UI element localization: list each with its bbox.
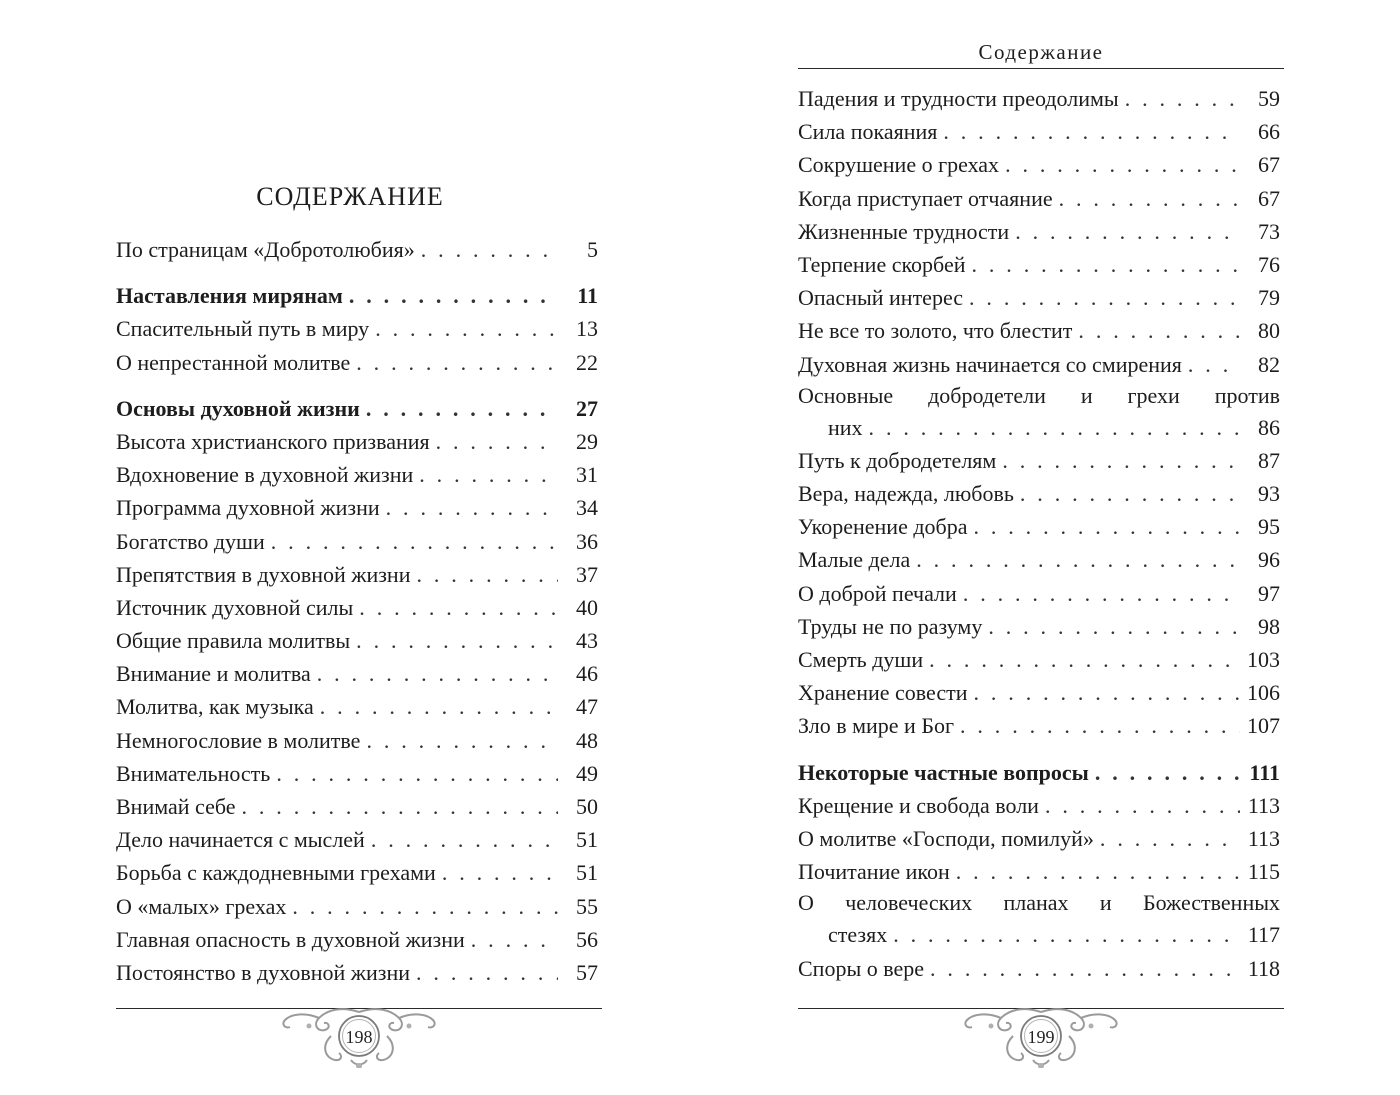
toc-entry-title: Малые дела xyxy=(798,547,911,573)
leader-dots xyxy=(1100,822,1240,855)
leader-dots xyxy=(1002,444,1240,477)
leader-dots xyxy=(471,923,558,956)
toc-entry-title: Зло в мире и Бог xyxy=(798,713,954,739)
toc-section-title: Наставления мирянам xyxy=(116,283,343,309)
toc-entry-title: Спасительный путь в миру xyxy=(116,316,370,342)
leader-dots xyxy=(1059,182,1240,215)
toc-section[interactable] xyxy=(798,756,1284,789)
toc-entry[interactable] xyxy=(116,757,602,790)
leader-dots xyxy=(276,757,558,790)
toc-entry-title: Жизненные трудности xyxy=(798,218,1010,244)
toc-entry-page: 57 xyxy=(576,959,598,985)
toc-entry-page: 48 xyxy=(576,727,598,753)
toc-entry-title: Немногословие в молитве xyxy=(116,727,361,753)
toc-entry-title: Главная опасность в духовной жизни xyxy=(116,926,465,952)
toc-entry[interactable] xyxy=(116,525,602,558)
toc-entry-title: Сокрушение о грехах xyxy=(798,152,1000,178)
toc-section-page: 27 xyxy=(576,395,598,421)
toc-entry-page: 118 xyxy=(1247,955,1280,981)
leader-dots xyxy=(956,855,1240,888)
leader-dots xyxy=(436,425,558,458)
toc-entry-title: Духовная жизнь начинается со смирения xyxy=(798,351,1182,377)
toc-entry[interactable] xyxy=(116,890,602,923)
toc-entry-title: Падения и трудности преодолимы xyxy=(798,86,1119,111)
leader-dots xyxy=(929,643,1240,676)
toc-entry-page: 47 xyxy=(576,694,598,720)
toc-entry[interactable] xyxy=(798,676,1284,709)
toc-entry-page: 49 xyxy=(576,760,598,786)
toc-entry[interactable] xyxy=(798,952,1284,985)
page-number: 199 xyxy=(1027,1027,1055,1047)
toc-entry-multiline[interactable] xyxy=(798,381,1284,444)
toc-entry-page: 115 xyxy=(1247,859,1280,885)
toc-entry-page: 37 xyxy=(576,561,598,587)
toc-entry-title: Внимательность xyxy=(116,760,271,786)
toc-entry-page: 95 xyxy=(1258,514,1280,540)
leader-dots xyxy=(317,657,558,690)
toc-entry-page: 103 xyxy=(1247,647,1280,672)
leader-dots xyxy=(893,918,1240,951)
toc-entry[interactable] xyxy=(798,115,1284,148)
toc-section-title: Некоторые частные вопросы xyxy=(798,759,1089,785)
running-head: Содержание xyxy=(978,40,1104,64)
toc-entry-page: 80 xyxy=(1258,318,1280,344)
toc-entry-title: Крещение и свобода воли xyxy=(798,792,1039,818)
toc-entry-page: 93 xyxy=(1258,481,1280,507)
leader-dots xyxy=(916,543,1240,576)
toc-entry[interactable] xyxy=(798,477,1284,510)
leader-dots xyxy=(943,115,1240,148)
toc-entry-title: Программа духовной жизни xyxy=(116,495,380,521)
leader-dots xyxy=(974,676,1241,709)
page-number: 198 xyxy=(345,1027,373,1047)
toc-entry[interactable] xyxy=(116,624,602,657)
toc-entry-page: 56 xyxy=(576,926,598,952)
toc-entry-page: 55 xyxy=(576,893,598,919)
leader-dots xyxy=(292,890,558,923)
toc-entry-page: 106 xyxy=(1247,680,1280,706)
toc-entry-page: 73 xyxy=(1258,218,1280,244)
toc-entry[interactable] xyxy=(116,312,602,345)
leader-dots xyxy=(356,624,558,657)
toc-entry-page: 67 xyxy=(1258,185,1280,211)
toc-entry-page: 59 xyxy=(1258,86,1280,111)
toc-entry-title: Общие правила молитвы xyxy=(116,628,351,654)
toc-entry-title: Внимай себе xyxy=(116,794,236,819)
leader-dots xyxy=(1095,756,1240,789)
leader-dots xyxy=(1015,215,1240,248)
toc-entry[interactable] xyxy=(798,543,1284,576)
toc-entry-page: 29 xyxy=(576,428,598,454)
toc-entry-title: По страницам «Добротолюбия» xyxy=(116,237,415,262)
toc-entry[interactable] xyxy=(116,790,602,823)
toc-entry-page: 98 xyxy=(1258,613,1280,639)
toc-entry-page: 67 xyxy=(1258,152,1280,178)
toc-entry-page: 46 xyxy=(576,661,598,687)
toc-entry-page: 107 xyxy=(1247,713,1280,739)
toc-entry-title-line2: стезях xyxy=(828,922,888,948)
toc-entry-title: Смерть души xyxy=(798,647,924,672)
toc-entry-page: 22 xyxy=(576,349,598,375)
toc-entry[interactable] xyxy=(116,923,602,956)
toc-entry-page: 5 xyxy=(587,237,598,262)
toc-entry[interactable] xyxy=(116,425,602,458)
toc-entry-page: 97 xyxy=(1258,580,1280,606)
toc-entry[interactable] xyxy=(798,444,1284,477)
toc-entry-page: 87 xyxy=(1258,447,1280,473)
leader-dots xyxy=(359,591,558,624)
toc-entry[interactable] xyxy=(116,591,602,624)
leader-dots xyxy=(973,510,1240,543)
toc-entry[interactable] xyxy=(116,233,602,266)
toc-entry-title: Вера, надежда, любовь xyxy=(798,481,1014,507)
toc-list-right xyxy=(798,82,1284,985)
leader-dots xyxy=(930,952,1240,985)
toc-entry-title: Почитание икон xyxy=(798,859,950,885)
leader-dots xyxy=(416,956,558,989)
toc-entry-page: 50 xyxy=(576,794,598,819)
toc-entry[interactable] xyxy=(798,281,1284,314)
toc-entry-title: Опасный интерес xyxy=(798,285,964,311)
toc-section[interactable] xyxy=(116,392,602,425)
toc-entry-title: Труды не по разуму xyxy=(798,613,983,639)
toc-section[interactable] xyxy=(116,279,602,312)
leader-dots xyxy=(1125,82,1240,115)
toc-entry-page: 96 xyxy=(1258,547,1280,573)
toc-entry-title: Богатство души xyxy=(116,528,265,554)
toc-entry-title: Внимание и молитва xyxy=(116,661,311,687)
toc-entry[interactable] xyxy=(798,822,1284,855)
toc-entry-page: 51 xyxy=(576,827,598,853)
toc-entry[interactable] xyxy=(116,690,602,723)
toc-entry[interactable] xyxy=(116,491,602,524)
toc-entry[interactable] xyxy=(798,709,1284,742)
toc-entry[interactable] xyxy=(116,458,602,491)
leader-dots xyxy=(349,279,558,312)
toc-heading: СОДЕРЖАНИЕ xyxy=(256,182,444,211)
toc-entry[interactable] xyxy=(798,577,1284,610)
toc-entry-page: 86 xyxy=(1258,414,1280,440)
toc-entry[interactable] xyxy=(798,148,1284,181)
toc-entry-page: 66 xyxy=(1258,119,1280,145)
toc-entry[interactable] xyxy=(798,348,1284,381)
leader-dots xyxy=(366,724,558,757)
leader-dots xyxy=(963,577,1240,610)
leader-dots xyxy=(972,248,1241,281)
toc-entry-title: Дело начинается с мыслей xyxy=(116,827,365,853)
toc-entry-title: Препятствия в духовной жизни xyxy=(116,561,411,587)
toc-entry-page: 51 xyxy=(576,860,598,886)
toc-entry[interactable] xyxy=(798,215,1284,248)
toc-entry-title: Постоянство в духовной жизни xyxy=(116,959,411,985)
toc-entry[interactable] xyxy=(798,789,1284,822)
toc-entry-title: Путь к добродетелям xyxy=(798,447,997,473)
toc-entry-page: 76 xyxy=(1258,251,1280,277)
toc-entry-page: 117 xyxy=(1247,922,1280,948)
leader-dots xyxy=(419,458,558,491)
toc-entry[interactable] xyxy=(116,558,602,591)
leader-dots xyxy=(988,610,1240,643)
toc-entry-title-line1: О человеческих планах и Божественных xyxy=(798,890,1280,916)
toc-section-page: 11 xyxy=(577,283,598,309)
toc-entry-page: 31 xyxy=(576,462,598,488)
toc-entry[interactable] xyxy=(798,510,1284,543)
toc-entry[interactable] xyxy=(116,956,602,989)
leader-dots xyxy=(371,823,558,856)
leader-dots xyxy=(442,856,558,889)
toc-entry[interactable] xyxy=(116,856,602,889)
toc-entry-title: Вдохновение в духовной жизни xyxy=(116,462,414,488)
toc-entry[interactable] xyxy=(116,724,602,757)
leader-dots xyxy=(1188,348,1240,381)
toc-entry[interactable] xyxy=(798,643,1284,676)
leader-dots xyxy=(375,312,558,345)
leader-dots xyxy=(1045,789,1240,822)
toc-entry[interactable] xyxy=(798,314,1284,347)
toc-entry-title-line2: них xyxy=(828,414,863,440)
toc-entry-page: 40 xyxy=(576,594,598,620)
toc-entry[interactable] xyxy=(798,610,1284,643)
toc-entry[interactable] xyxy=(116,823,602,856)
toc-entry-page: 79 xyxy=(1258,285,1280,311)
toc-entry-title: Когда приступает отчаяние xyxy=(798,185,1053,211)
toc-entry[interactable] xyxy=(798,82,1284,115)
leader-dots xyxy=(416,558,558,591)
toc-entry-title: Укоренение добра xyxy=(798,514,968,540)
leader-dots xyxy=(1078,314,1240,347)
leader-dots xyxy=(960,709,1240,742)
leader-dots xyxy=(1005,148,1240,181)
leader-dots xyxy=(242,790,559,823)
right-page xyxy=(700,0,1400,1095)
toc-entry-page: 82 xyxy=(1258,351,1280,377)
toc-entry[interactable] xyxy=(798,182,1284,215)
toc-entry-title: Источник духовной силы xyxy=(116,594,354,620)
toc-entry-page: 113 xyxy=(1247,792,1280,818)
toc-entry-title-line1: Основные добродетели и грехи против xyxy=(798,382,1280,408)
leader-dots xyxy=(386,491,558,524)
toc-entry-page: 13 xyxy=(576,316,598,342)
toc-entry-page: 43 xyxy=(576,628,598,654)
leader-dots xyxy=(366,392,558,425)
toc-section-title: Основы духовной жизни xyxy=(116,395,360,421)
toc-entry-page: 113 xyxy=(1247,825,1280,851)
toc-entry-title: Борьба с каждодневными грехами xyxy=(116,860,436,886)
toc-entry-title: Высота христианского призвания xyxy=(116,428,430,454)
toc-entry[interactable] xyxy=(116,657,602,690)
leader-dots xyxy=(320,690,558,723)
toc-entry-title: Споры о вере xyxy=(798,955,925,981)
toc-entry-title: Сила покаяния xyxy=(798,119,938,145)
toc-section-page: 111 xyxy=(1249,759,1280,785)
leader-dots xyxy=(271,525,558,558)
toc-entry-title: Терпение скорбей xyxy=(798,251,966,277)
toc-entry-title: Не все то золото, что блестит xyxy=(798,318,1073,344)
leader-dots xyxy=(421,233,558,266)
header-rule xyxy=(798,68,1284,69)
leader-dots xyxy=(1020,477,1240,510)
toc-list-left xyxy=(116,233,602,989)
toc-entry-title: О доброй печали xyxy=(798,580,957,606)
leader-dots xyxy=(969,281,1240,314)
toc-entry[interactable] xyxy=(798,248,1284,281)
toc-entry-multiline[interactable] xyxy=(798,888,1284,951)
toc-entry-title: О молитве «Господи, помилуй» xyxy=(798,825,1094,851)
toc-entry-page: 34 xyxy=(576,495,598,521)
toc-entry-title: О непрестанной молитве xyxy=(116,349,351,375)
toc-entry-title: О «малых» грехах xyxy=(116,893,287,919)
toc-entry[interactable] xyxy=(798,855,1284,888)
toc-entry-title: Молитва, как музыка xyxy=(116,694,314,720)
toc-entry-page: 36 xyxy=(576,528,598,554)
leader-dots xyxy=(356,346,558,379)
toc-entry-title: Хранение совести xyxy=(798,680,968,706)
leader-dots xyxy=(869,411,1240,444)
toc-entry[interactable] xyxy=(116,346,602,379)
